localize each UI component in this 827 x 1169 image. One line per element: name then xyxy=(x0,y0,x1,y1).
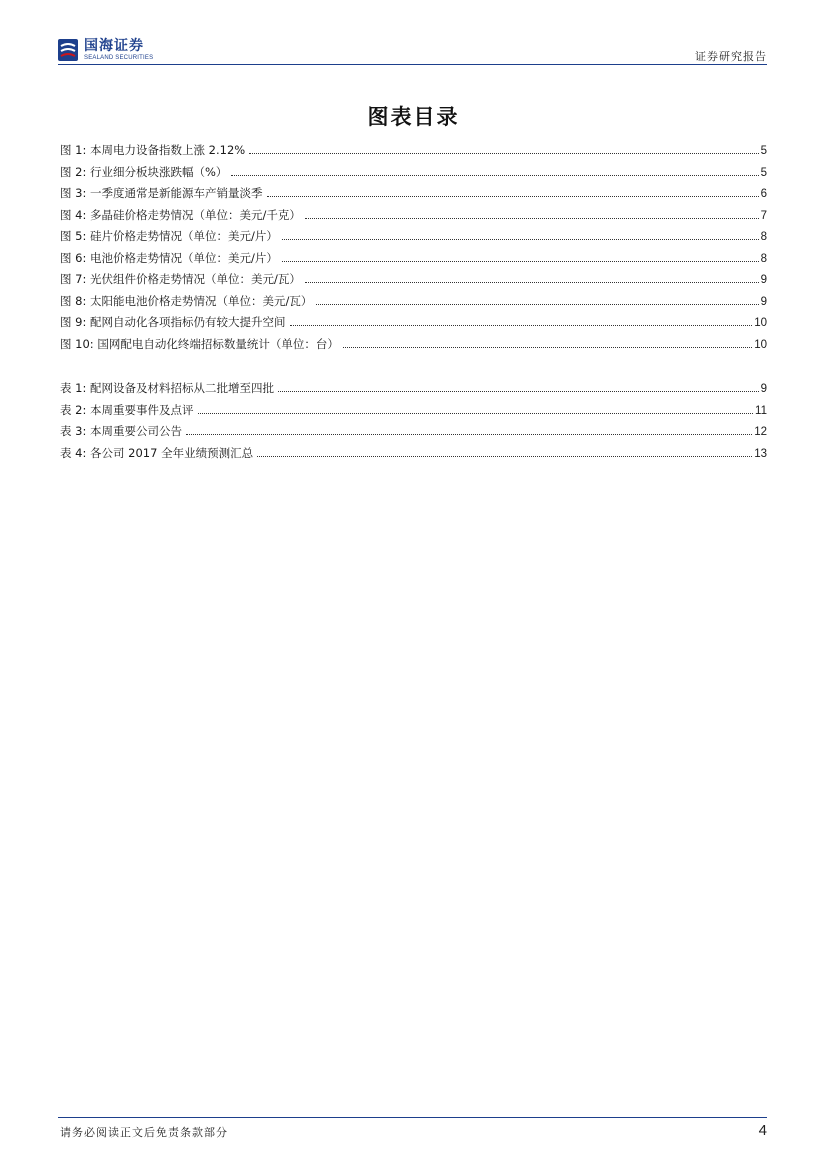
toc-entry-page: 8 xyxy=(760,231,767,243)
dot-leader xyxy=(198,413,754,414)
toc-entry-label: 表 1: 配网设备及材料招标从二批增至四批 xyxy=(60,381,275,395)
toc-entry-page: 9 xyxy=(760,383,767,395)
dot-leader xyxy=(305,218,759,219)
toc-entry-label: 图 10: 国网配电自动化终端招标数量统计（单位：台） xyxy=(60,336,339,351)
toc-entry-table-2[interactable] xyxy=(60,400,767,422)
toc-entry-figure-10[interactable] xyxy=(60,334,767,356)
toc-entry-page: 12 xyxy=(754,426,767,438)
toc-entry-page: 7 xyxy=(760,209,767,222)
toc-entry-label: 图 8: 太阳能电池价格走势情况（单位：美元/瓦） xyxy=(60,293,313,308)
dot-leader xyxy=(343,347,752,348)
toc-entry-label: 图 1: 本周电力设备指数上涨 2.12% xyxy=(60,143,246,157)
dot-leader xyxy=(290,325,753,326)
toc-entry-figure-7[interactable] xyxy=(60,269,767,291)
dot-leader xyxy=(278,391,759,392)
sealand-logo-icon xyxy=(58,39,78,61)
page-title: 图表目录 xyxy=(367,105,460,129)
dot-leader xyxy=(305,282,759,283)
toc-entry-label: 表 4: 各公司 2017 全年业绩预测汇总 xyxy=(60,445,254,460)
footer-divider xyxy=(58,1117,767,1118)
logo-english-name: SEALAND SECURITIES xyxy=(84,55,154,61)
toc-entry-page: 13 xyxy=(754,447,767,460)
toc-entry-page: 10 xyxy=(754,338,767,351)
dot-leader xyxy=(282,261,759,262)
toc-entry-figure-5[interactable] xyxy=(60,226,767,248)
toc-entry-figure-9[interactable] xyxy=(60,312,767,334)
dot-leader xyxy=(267,196,759,197)
toc-entry-figure-2[interactable] xyxy=(60,162,767,184)
toc-entry-label: 图 3: 一季度通常是新能源车产销量淡季 xyxy=(60,186,263,200)
toc-entry-label: 图 5: 硅片价格走势情况（单位：美元/片） xyxy=(60,229,278,243)
toc-entry-label: 图 7: 光伏组件价格走势情况（单位：美元/瓦） xyxy=(60,272,301,286)
dot-leader xyxy=(316,304,758,305)
figure-list xyxy=(60,140,767,355)
toc-entry-page: 9 xyxy=(760,295,767,308)
dot-leader xyxy=(186,434,752,435)
logo-chinese-name: 国海证券 xyxy=(84,38,144,54)
toc-entry-table-3[interactable] xyxy=(60,421,767,443)
toc-entry-label: 图 4: 多晶硅价格走势情况（单位：美元/千克） xyxy=(60,207,301,222)
page-number: 4 xyxy=(758,1122,767,1139)
toc-entry-table-1[interactable] xyxy=(60,378,767,400)
toc-entry-page: 8 xyxy=(760,252,767,265)
header-divider xyxy=(58,64,767,65)
toc-entry-label: 图 6: 电池价格走势情况（单位：美元/片） xyxy=(60,250,278,265)
toc-entry-figure-4[interactable] xyxy=(60,205,767,227)
disclaimer-note: 请务必阅读正文后免责条款部分 xyxy=(60,1126,228,1139)
toc-entry-label: 图 2: 行业细分板块涨跌幅（%） xyxy=(60,164,228,179)
toc-entry-page: 5 xyxy=(760,145,767,157)
company-logo xyxy=(58,36,153,64)
table-list xyxy=(60,378,767,464)
toc-entry-label: 表 2: 本周重要事件及点评 xyxy=(60,402,194,417)
toc-entry-page: 5 xyxy=(760,166,767,179)
toc-entry-page: 10 xyxy=(754,317,767,329)
toc-entry-page: 9 xyxy=(760,274,767,286)
dot-leader xyxy=(257,456,752,457)
toc-entry-page: 11 xyxy=(755,404,767,417)
toc-entry-label: 表 3: 本周重要公司公告 xyxy=(60,424,183,438)
dot-leader xyxy=(231,175,758,176)
toc-entry-page: 6 xyxy=(760,188,767,200)
toc-entry-table-4[interactable] xyxy=(60,443,767,465)
toc-entry-figure-1[interactable] xyxy=(60,140,767,162)
toc-entry-figure-8[interactable] xyxy=(60,291,767,313)
dot-leader xyxy=(282,239,759,240)
toc-entry-label: 图 9: 配网自动化各项指标仍有较大提升空间 xyxy=(60,315,286,329)
page-header xyxy=(58,36,767,64)
toc-entry-figure-6[interactable] xyxy=(60,248,767,270)
report-type-label: 证券研究报告 xyxy=(695,50,767,63)
dot-leader xyxy=(249,153,758,154)
toc-entry-figure-3[interactable] xyxy=(60,183,767,205)
